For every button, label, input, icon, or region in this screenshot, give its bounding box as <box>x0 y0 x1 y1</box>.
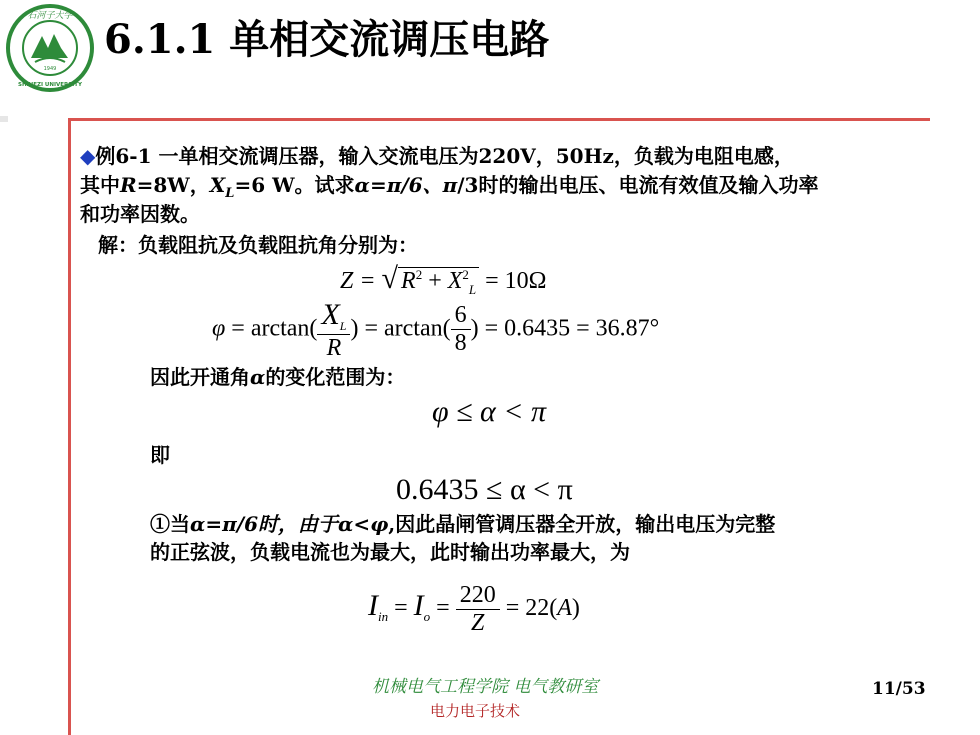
example-text-2c: =6 W。试求 <box>234 173 355 197</box>
eq2-num2: 6 <box>451 302 471 330</box>
eq2-num1: X <box>321 298 340 331</box>
equation-range: φ ≤ α < π <box>432 395 547 428</box>
footer-course: 电力电子技术 <box>430 702 521 720</box>
eq1-sub: L <box>468 281 477 297</box>
example-text-2e: /6、 <box>401 173 443 197</box>
equation-range-numeric: 0.6435 ≤ α < π <box>396 473 573 506</box>
case1-line-1 <box>150 511 775 537</box>
case1-e: ,因此晶闸管调压器全开放，输出电压为完整 <box>388 512 776 536</box>
university-logo <box>4 2 96 94</box>
eq5-sub-in: in <box>378 608 389 624</box>
case1-alpha: α <box>190 512 206 536</box>
eq2-rhs: ) = 0.6435 = 36.87° <box>470 315 660 342</box>
solution-label: 解：负载阻抗及负载阻抗角分别为： <box>98 233 418 257</box>
eq2-sub1: L <box>339 318 347 333</box>
eq1-lhs: Z = <box>340 268 382 294</box>
example-text-1: 例6-1 一单相交流调压器，输入交流电压为220V，50Hz，负载为电阻电感， <box>95 144 794 168</box>
bullet-diamond-icon: ◆ <box>80 144 96 168</box>
eq5-close: ) <box>571 595 580 622</box>
equation-impedance <box>340 262 547 298</box>
eq1-sup1: 2 <box>415 267 423 282</box>
var-R: R <box>120 173 137 197</box>
example-text-2d: = <box>369 173 387 197</box>
range-label-b: 的变化范围为： <box>265 365 406 389</box>
case1-pi: π <box>222 512 237 536</box>
eq1-R: R <box>401 268 416 294</box>
logo-year: 1949 <box>43 66 57 72</box>
eq1-rhs: = 10Ω <box>479 268 547 294</box>
eq5-I-o: I <box>413 589 424 623</box>
var-X: X <box>209 173 226 197</box>
example-text-2f: /3时的输出电压、电流有效值及输入功率 <box>457 173 819 197</box>
example-text-2b: =8W， <box>136 173 210 197</box>
eq5-unit: A <box>557 595 572 622</box>
case1-d: < <box>353 512 371 536</box>
equation-current <box>368 582 580 637</box>
eq5-eq2: = <box>430 595 456 622</box>
example-line-3: 和功率因数。 <box>80 202 200 226</box>
eq2-arctan2: ) = arctan( <box>350 315 451 342</box>
var-pi-2: π <box>442 173 458 197</box>
eq2-den2: 8 <box>454 330 467 357</box>
case1-alpha2: α <box>338 512 354 536</box>
eq5-num: 220 <box>456 582 500 610</box>
eq1-sup2: 2 <box>462 267 469 282</box>
example-line-1 <box>80 143 794 169</box>
case1-c: /6时，由于 <box>236 512 339 536</box>
eq1-radicand <box>398 267 479 297</box>
ji-label: 即 <box>150 443 170 467</box>
eq2-phi: φ <box>212 315 226 342</box>
eq2-den1: R <box>326 334 342 361</box>
footer-department: 机械电气工程学院 电气教研室 <box>372 677 599 697</box>
var-pi-1: π <box>386 173 402 197</box>
eq5-sub-o: o <box>423 608 431 624</box>
eq5-I-in: I <box>368 589 378 623</box>
page-title: 6.1.1 单相交流调压电路 <box>104 16 550 63</box>
range-label-a: 因此开通角 <box>150 365 250 389</box>
logo-bottom-text: SHIHEZI UNIVERSITY <box>17 82 83 88</box>
sqrt-icon: √ <box>381 262 399 295</box>
var-X-sub: L <box>225 186 235 201</box>
case1-phi: φ <box>370 512 389 536</box>
eq5-frac <box>456 582 500 637</box>
equation-angle <box>212 298 659 362</box>
example-text-2a: 其中 <box>80 173 120 197</box>
eq1-plus: + <box>422 268 448 294</box>
case1-line-2: 的正弦波，负载电流也为最大，此时输出功率最大，为 <box>150 540 630 564</box>
eq2-frac1 <box>317 298 350 362</box>
range-label <box>150 364 405 390</box>
logo-arc-text: 石河子大学 <box>27 11 73 21</box>
eq2-arctan1: = arctan( <box>225 315 318 342</box>
eq2-frac2 <box>451 302 471 357</box>
case1-a: ①当 <box>150 512 190 536</box>
eq5-rhs: = 22( <box>499 595 558 622</box>
case1-b: = <box>205 512 223 536</box>
side-divider <box>68 118 71 735</box>
var-alpha: α <box>354 173 370 197</box>
page-number: 11/53 <box>872 679 926 699</box>
eq1-X: X <box>447 268 463 294</box>
corner-decoration <box>0 116 8 122</box>
eq5-den: Z <box>471 610 485 636</box>
title-divider <box>68 118 930 121</box>
eq5-eq1: = <box>388 595 414 622</box>
range-label-alpha: α <box>250 365 266 389</box>
